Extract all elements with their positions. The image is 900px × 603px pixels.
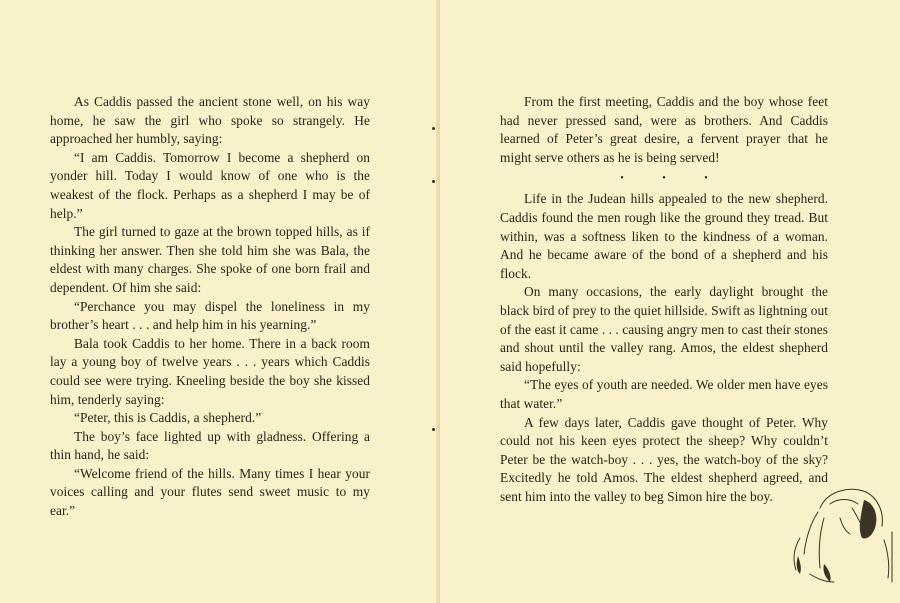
- left-page: [0, 0, 438, 603]
- right-page-text: [500, 93, 828, 506]
- paragraph: Bala took Caddis to her home. There in a back room lay a young boy of twelve years . . . years which Caddis could see were trying. Kneeling beside the boy she kissed him, tenderly saying:: [50, 335, 370, 407]
- paragraph: “Peter, this is Caddis, a shepherd.”: [74, 410, 262, 426]
- paragraph: “Welcome friend of the hills. Many times I hear your voices calling and your flutes send sweet music to my ear.”: [50, 465, 370, 519]
- binding-mark: [432, 180, 435, 183]
- paragraph: As Caddis passed the ancient stone well, on his way home, he saw the girl who spoke so strangely. He approached her humbly, saying:: [50, 94, 370, 147]
- paragraph: “I am Caddis. Tomorrow I become a shepherd on yonder hill. Today I would know of one who is the weakest of the flock. Perhaps as a shepherd I may be of help.”: [50, 149, 370, 221]
- paragraph: The girl turned to gaze at the brown topped hills, as if thinking her answer. Then she told him she was Bala, the eldest with many charges. She spoke of one born frail and dependent. Of him she said:: [50, 224, 370, 295]
- paragraph: The boy’s face lighted up with gladness. Offering a thin hand, he said:: [50, 428, 370, 463]
- shepherd-illustration: [780, 478, 898, 588]
- binding-mark: [432, 428, 435, 431]
- paragraph: Life in the Judean hills appealed to the new shepherd. Caddis found the men rough like the ground they tread. But within, was a softness liken to the kindness of a woman. And he became aware of the bond of a shepherd and his flock.: [500, 191, 828, 281]
- paragraph: A few days later, Caddis gave thought of Peter. Why could not his keen eyes protect the sheep? Why couldn’t Peter be the watch-boy . . . yes, the watch-boy of the sky? Excitedly he told Amos. The eldest shepherd agreed, and sent him into the valley to beg Simon hire the boy.: [500, 414, 828, 504]
- paragraph: On many occasions, the early daylight brought the black bird of prey to the quiet hillside. Swift as lightning out of the east it came . . . causing angry men to cast their stones and shout until the valley rang. Amos, the eldest shepherd said hopefully:: [500, 284, 828, 374]
- paragraph: “Perchance you may dispel the loneliness in my brother’s heart . . . and help him in his yearning.”: [50, 298, 370, 333]
- left-page-text: [50, 93, 370, 521]
- section-break: • • •: [620, 173, 726, 185]
- paragraph: “The eyes of youth are needed. We older men have eyes that water.”: [500, 377, 828, 411]
- binding-mark: [432, 127, 435, 130]
- paragraph: From the first meeting, Caddis and the boy whose feet had never pressed sand, were as brothers. And Caddis learned of Peter’s great desire, a fervent prayer that he might serve others as he is being served!: [500, 94, 828, 165]
